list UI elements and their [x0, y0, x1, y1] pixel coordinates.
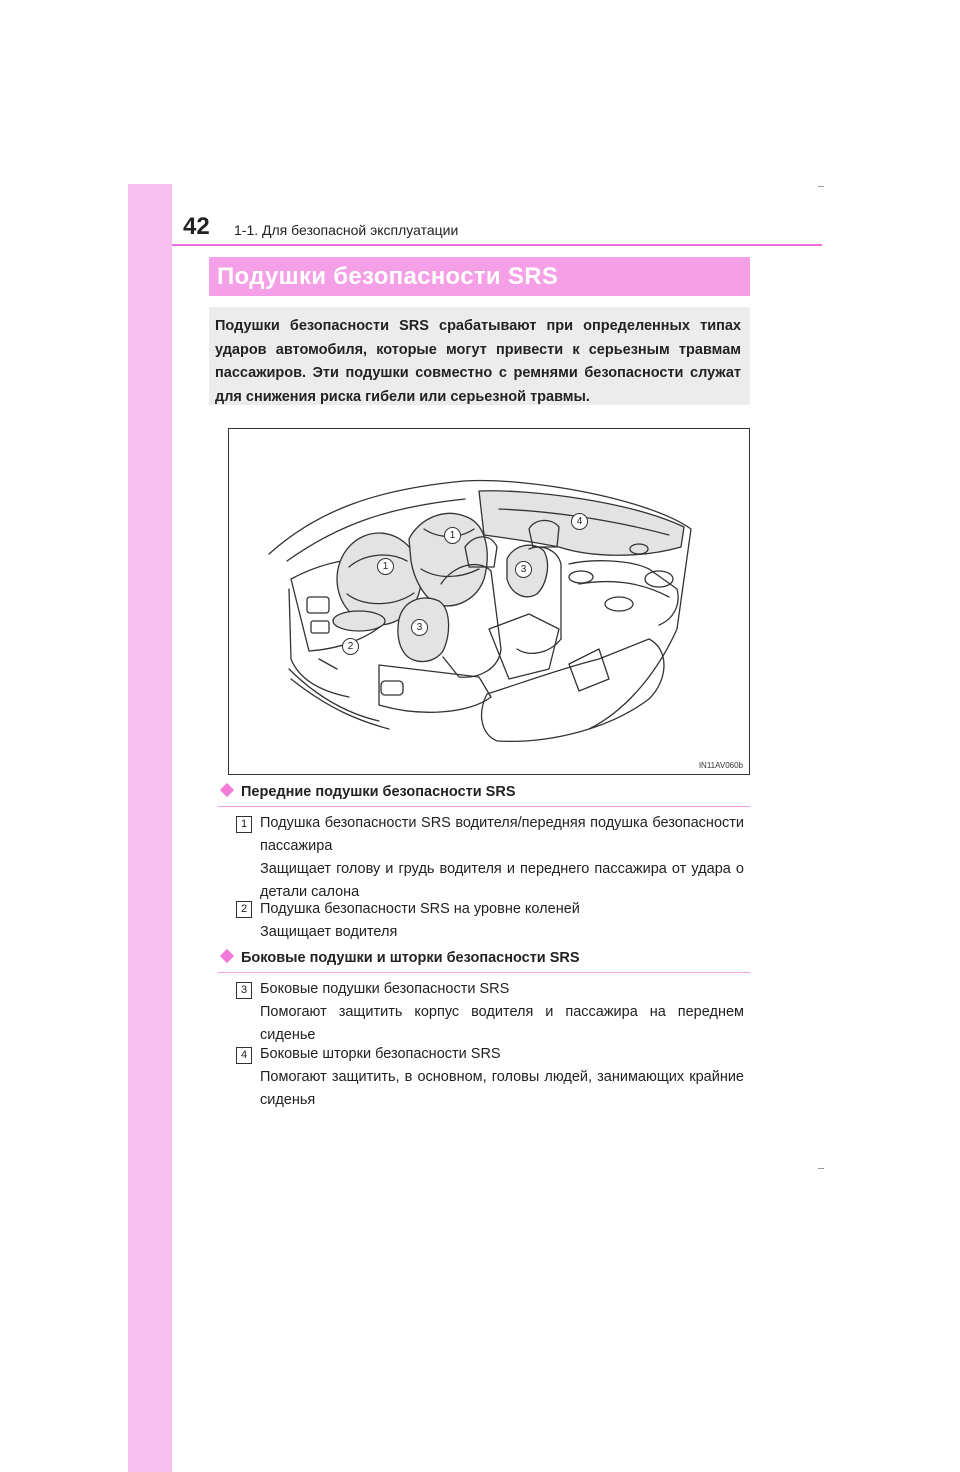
item-number: 1 — [236, 816, 252, 833]
item-number: 4 — [236, 1047, 252, 1064]
page-side-strip — [128, 184, 172, 1472]
callout-1: 1 — [377, 558, 394, 575]
callout-2: 2 — [342, 638, 359, 655]
item-number: 2 — [236, 901, 252, 918]
item-description: Помогают защитить, в основном, головы людей, занимающих крайние сиденья — [260, 1069, 744, 1108]
item-number: 3 — [236, 982, 252, 999]
intro-box — [209, 307, 750, 405]
callout-1: 1 — [444, 527, 461, 544]
crop-mark — [818, 1168, 824, 1169]
section-rule — [218, 972, 750, 973]
section-heading-text: Боковые подушки и шторки безопасности SRS — [241, 950, 580, 966]
section-rule — [218, 806, 750, 807]
car-interior-drawing — [229, 429, 749, 774]
item-title: Подушка безопасности SRS на уровне коленей — [260, 901, 580, 917]
airbag-illustration — [228, 428, 750, 775]
list-item — [260, 898, 744, 944]
callout-4: 4 — [571, 513, 588, 530]
section-heading-side — [218, 950, 580, 966]
intro-text: Подушки безопасности SRS срабатывают при определенных типах ударов автомобиля, которые могут привести к серьезным травмам пассажиров. Эти подушки совместно с ремнями безопасности служат для снижения риска гибели или серьезной травмы. — [215, 318, 741, 405]
diamond-bullet-icon — [220, 783, 234, 797]
item-title: Боковые шторки безопасности SRS — [260, 1046, 501, 1062]
header-rule — [172, 244, 822, 246]
crop-mark — [818, 186, 824, 187]
section-heading-front — [218, 784, 516, 800]
page-title: Подушки безопасности SRS — [217, 263, 559, 290]
section-heading-text: Передние подушки безопасности SRS — [241, 784, 516, 800]
figure-code: IN11AV060b — [698, 761, 743, 770]
page-number: 42 — [183, 213, 210, 240]
callout-3: 3 — [411, 619, 428, 636]
item-title: Подушка безопасности SRS водителя/передняя подушка безопасности пассажира — [260, 815, 744, 854]
list-item — [260, 812, 744, 904]
item-title: Боковые подушки безопасности SRS — [260, 981, 510, 997]
callout-3: 3 — [515, 561, 532, 578]
item-description: Защищает голову и грудь водителя и переднего пассажира от удара о детали салона — [260, 861, 744, 900]
list-item — [260, 1043, 744, 1112]
list-item — [260, 978, 744, 1047]
item-description: Защищает водителя — [260, 924, 398, 940]
section-label: 1-1. Для безопасной эксплуатации — [234, 222, 459, 238]
item-description: Помогают защитить корпус водителя и пассажира на переднем сиденье — [260, 1004, 744, 1043]
title-bar — [209, 257, 750, 296]
diamond-bullet-icon — [220, 949, 234, 963]
